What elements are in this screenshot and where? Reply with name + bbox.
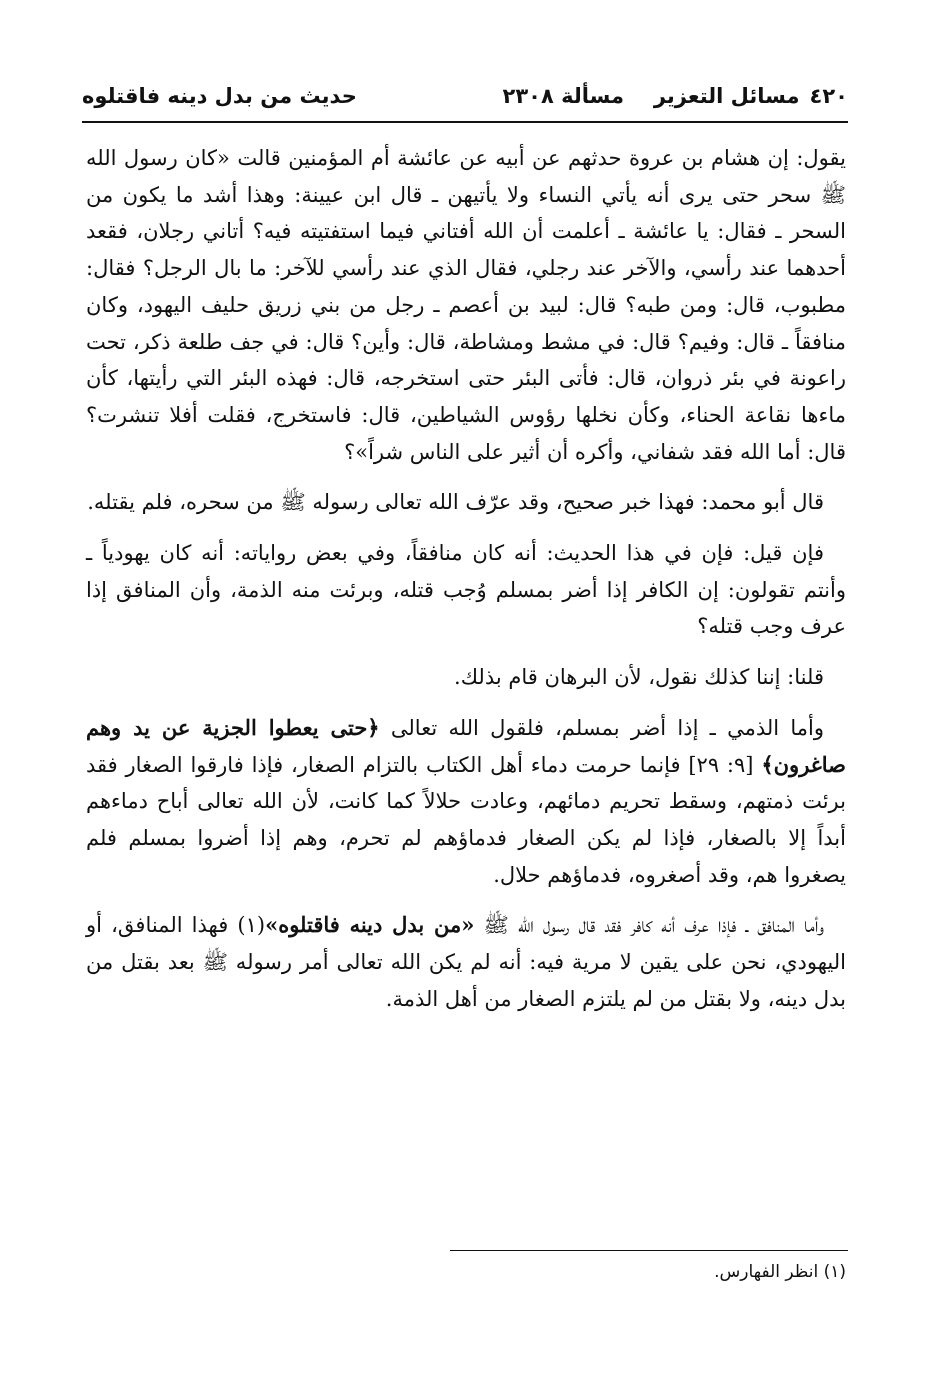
section-title: حديث من بدل دينه فاقتلوه bbox=[82, 84, 357, 108]
paragraph-text: وأما الذمي ـ إذا أضر بمسلم، فلقول الله تعالى bbox=[379, 715, 825, 740]
paragraph-text: يقول: إن هشام بن عروة حدثهم عن أبيه عن عائشة أم المؤمنين قالت «كان رسول الله ﷺ سحر حتى يرى أنه يأتي النساء ولا يأتيهن ـ قال ابن عيينة: وهذا أشد ما يكون من السحر ـ فقال: يا عائشة ـ أعلمت أن الله أفتاني فيما استفتيته فيه؟ أتاني رجلان، فقعد أحدهما عند رأسي، والآخر عند رجلي، فقال الذي عند رأسي للآخر: ما بال الرجل؟ فقال: مطبوب، قال: ومن طبه؟ قال: لبيد بن أعصم ـ رجل من بني زريق حليف اليهود، وكان منافقاً ـ قال: وفيم؟ قال: في مشط ومشاطة، قال: وأين؟ قال: في جف طلعة ذكر، تحت راعونة في بئر ذروان، قال: فأتى البئر حتى استخرجه، قال: فهذه البئر التي رأيتها، كأن ماءها نقاعة الحناء، وكأن نخلها رؤوس الشياطين، قال: فاستخرج، فقلت أفلا تنشرت؟ قال: أما الله فقد شفاني، وأكره أن أثير على الناس شراً»؟ bbox=[86, 146, 846, 464]
body-text bbox=[86, 140, 846, 1031]
paragraph bbox=[86, 140, 846, 470]
paragraph bbox=[86, 484, 846, 521]
paragraph bbox=[86, 659, 846, 696]
page-number: ٤٢٠ bbox=[809, 84, 848, 108]
paragraph-text: وأما المنافق ـ فإذا عرف أنه كافر فقد قال رسول الله ﷺ bbox=[474, 913, 825, 938]
header-rule bbox=[82, 121, 848, 123]
paragraph-text-cont: (١) فهذا المنافق، أو اليهودي، نحن على يقين لا مرية فيه: أنه لم يكن الله تعالى أمر رسوله ﷺ بعد بقتل من بدل دينه، ولا بقتل من لم يلتزم الصغار من أهل الذمة. bbox=[86, 913, 846, 1011]
paragraph-text: فإن قيل: فإن في هذا الحديث: أنه كان منافقاً، وفي بعض رواياته: أنه كان يهودياً ـ وأنتم تقولون: إن الكافر إذا أضر بمسلم وُجب قتله، وبرئت منه الذمة، وأن المنافق إذا عرف وجب قتله؟ bbox=[86, 541, 846, 639]
paragraph-text: قلنا: إننا كذلك نقول، لأن البرهان قام بذلك. bbox=[454, 665, 824, 690]
running-header bbox=[82, 78, 848, 118]
issue-number: مسألة ٢٣٠٨ bbox=[502, 84, 624, 108]
footnote: (١) انظر الفهارس. bbox=[714, 1262, 846, 1282]
paragraph-text: قال أبو محمد: فهذا خبر صحيح، وقد عرّف الله تعالى رسوله ﷺ من سحره، فلم يقتله. bbox=[87, 490, 824, 515]
hadith-quote: «من بدل دينه فاقتلوه» bbox=[265, 912, 475, 938]
book-title: مسائل التعزير bbox=[653, 84, 800, 108]
header-right bbox=[644, 84, 848, 108]
paragraph bbox=[86, 907, 846, 1017]
paragraph-text-cont: [٩: ٢٩] فإنما حرمت دماء أهل الكتاب بالتزام الصغار، فإذا فارقوا الصغار فقد برئت ذمتهم، وسقط تحريم دمائهم، وعادت حلالاً كما كانت، لأن الله تعالى أباح دماءهم أبداً إلا بالصغار، فإذا لم يكن الصغار فدماؤهم لم تحرم، وهم إذا أضروا بمسلم فلم يصغروا هم، وقد أصغروه، فدماؤهم حلال. bbox=[86, 752, 846, 887]
paragraph bbox=[86, 535, 846, 645]
paragraph bbox=[86, 710, 846, 894]
footnote-rule bbox=[450, 1250, 848, 1251]
quran-verse: ﴿حتى يعطوا الجزية عن يد وهم صاغرون﴾ bbox=[86, 714, 846, 777]
